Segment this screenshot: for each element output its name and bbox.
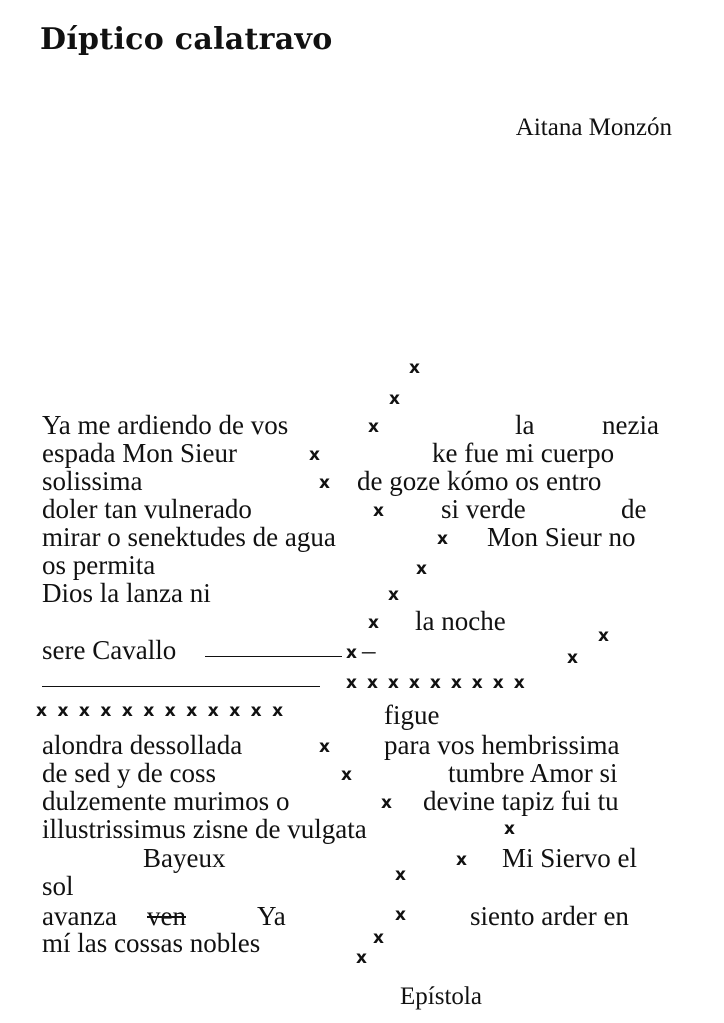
poem-text: mirar o senektudes de agua xyxy=(42,522,336,552)
x-mark: x xyxy=(381,793,392,813)
x-mark: x xyxy=(309,445,320,465)
blank-rule xyxy=(205,656,342,657)
poem-text: Mi Siervo el xyxy=(502,843,637,873)
poem-text: de sed y de coss xyxy=(42,758,216,788)
poem-text: devine tapiz fui tu xyxy=(423,786,619,816)
x-mark: x xyxy=(437,529,448,549)
struck-word: ven xyxy=(147,901,186,931)
closing-word: Epístola xyxy=(400,983,482,1010)
x-mark: x xyxy=(416,559,427,579)
page-title: Díptico calatravo xyxy=(40,22,333,57)
x-mark: x xyxy=(456,850,467,870)
x-mark: x xyxy=(368,417,379,437)
poem-text: de xyxy=(621,494,647,524)
poem-text: illustrissimus zisne de vulgata xyxy=(42,814,367,844)
poem-text: Mon Sieur no xyxy=(487,522,636,552)
x-mark: x xyxy=(341,765,352,785)
x-mark: x xyxy=(356,948,367,968)
poem-text: Ya me ardiendo de vos xyxy=(42,410,289,440)
poem-text: Bayeux xyxy=(143,843,226,873)
x-mark: x xyxy=(395,865,406,885)
poem-text: la xyxy=(515,410,535,440)
x-mark: x xyxy=(388,585,399,605)
poem-text: alondra dessollada xyxy=(42,730,243,760)
x-mark: x xyxy=(504,819,515,839)
blank-rule xyxy=(42,686,320,687)
poem-text: ke fue mi cuerpo xyxy=(432,438,615,468)
x-mark: x xyxy=(598,626,609,646)
x-mark: x xyxy=(567,648,578,668)
poem-text: os permita xyxy=(42,550,156,580)
poem-text: sere Cavallo xyxy=(42,635,177,665)
poem-text: – xyxy=(362,635,376,665)
poem-text: nezia xyxy=(602,410,659,440)
x-row: xxxxxxxxxxxx xyxy=(36,701,294,721)
poem-text: Dios la lanza ni xyxy=(42,578,211,608)
x-mark: x xyxy=(409,358,420,378)
poem-text: Ya xyxy=(257,901,286,931)
poem-text: doler tan vulnerado xyxy=(42,494,252,524)
x-mark: x xyxy=(389,389,400,409)
poem-text: dulzemente murimos o xyxy=(42,786,290,816)
poem-text: para vos hembrissima xyxy=(384,730,620,760)
poem-text: la noche xyxy=(415,606,506,636)
poem-text: avanza xyxy=(42,901,117,931)
x-mark: x xyxy=(373,501,384,521)
x-mark: x xyxy=(395,905,406,925)
x-row: xxxxxxxxx xyxy=(346,673,535,693)
poem-text: siento arder en xyxy=(470,901,629,931)
x-mark: x xyxy=(368,613,379,633)
poem-text: si verde xyxy=(441,494,526,524)
poem-text: solissima xyxy=(42,466,143,496)
poem-text: espada Mon Sieur xyxy=(42,438,237,468)
poem-text: sol xyxy=(42,871,74,901)
x-mark: x xyxy=(319,737,330,757)
x-mark: x xyxy=(346,643,357,663)
poem-text: de goze kómo os entro xyxy=(357,466,602,496)
poem-text: figue xyxy=(384,700,440,730)
x-mark: x xyxy=(319,473,330,493)
poem-text: mí las cossas nobles xyxy=(42,928,261,958)
x-mark: x xyxy=(373,928,384,948)
author-name: Aitana Monzón xyxy=(515,114,672,141)
poem-text: tumbre Amor si xyxy=(448,758,618,788)
